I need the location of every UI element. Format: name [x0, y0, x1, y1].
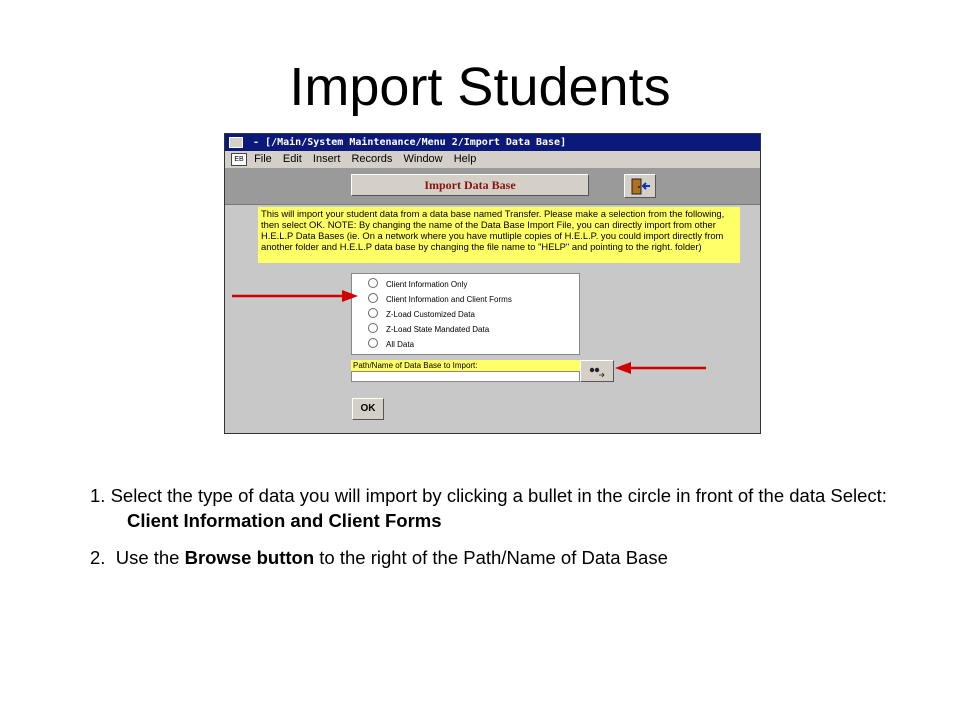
path-label: Path/Name of Data Base to Import:: [351, 360, 580, 371]
radio-icon[interactable]: [368, 308, 378, 318]
radio-icon[interactable]: [368, 338, 378, 348]
slide-title: Import Students: [289, 57, 671, 117]
exit-button[interactable]: [624, 174, 656, 198]
import-data-base-header-button[interactable]: Import Data Base: [351, 174, 589, 196]
radio-icon[interactable]: [368, 323, 378, 333]
form-body: [225, 205, 760, 434]
app-icon[interactable]: EB: [231, 153, 247, 166]
window-titlebar: [225, 134, 760, 151]
arrow-to-option-icon: [232, 288, 360, 304]
binoculars-icon: [581, 361, 613, 381]
import-type-radio-group: Client Information Only Client Information and Client Forms Z-Load Customized Data Z-Load State Mandated Data All Data: [351, 273, 580, 355]
arrow-to-browse-icon: [614, 360, 708, 376]
window-title: - [/Main/System Maintenance/Menu 2/Import Data Base]: [247, 137, 567, 148]
menu-records[interactable]: Records: [351, 153, 393, 165]
radio-icon[interactable]: [368, 293, 378, 303]
instruction-note: This will import your student data from a data base named Transfer. Please make a selection from the following, then select OK. NOTE: By changing the name of the Data Base Import File, you can directly import from other H.E.L.P Data Bases (ie. On a network where you have mutliple copies of H.E.L.P. you could import directly from another folder and H.E.L.P data base by changing the file name to "HELP" and pointing to the right. folder): [258, 207, 740, 263]
instruction-step-2: 2. Use the Browse button to the right of the Path/Name of Data Base: [90, 547, 668, 568]
path-input[interactable]: [351, 371, 580, 382]
radio-icon[interactable]: [368, 278, 378, 288]
browse-button[interactable]: [580, 360, 614, 382]
instruction-step-1: 1. Select the type of data you will import by clicking a bullet in the circle in front of the data Select: Client Information and Client Forms: [90, 485, 887, 531]
app-window-screenshot: [224, 133, 761, 434]
system-menu-icon[interactable]: [229, 137, 243, 148]
form-header: [225, 168, 760, 205]
ok-button[interactable]: OK: [352, 398, 384, 420]
menu-bar: [225, 151, 760, 168]
menu-edit[interactable]: Edit: [282, 153, 302, 165]
menu-window[interactable]: Window: [403, 153, 443, 165]
menu-file[interactable]: File: [254, 153, 272, 165]
instructions: [90, 483, 910, 570]
exit-door-icon: [631, 178, 651, 195]
menu-insert[interactable]: Insert: [312, 153, 341, 165]
menu-help[interactable]: Help: [453, 153, 477, 165]
